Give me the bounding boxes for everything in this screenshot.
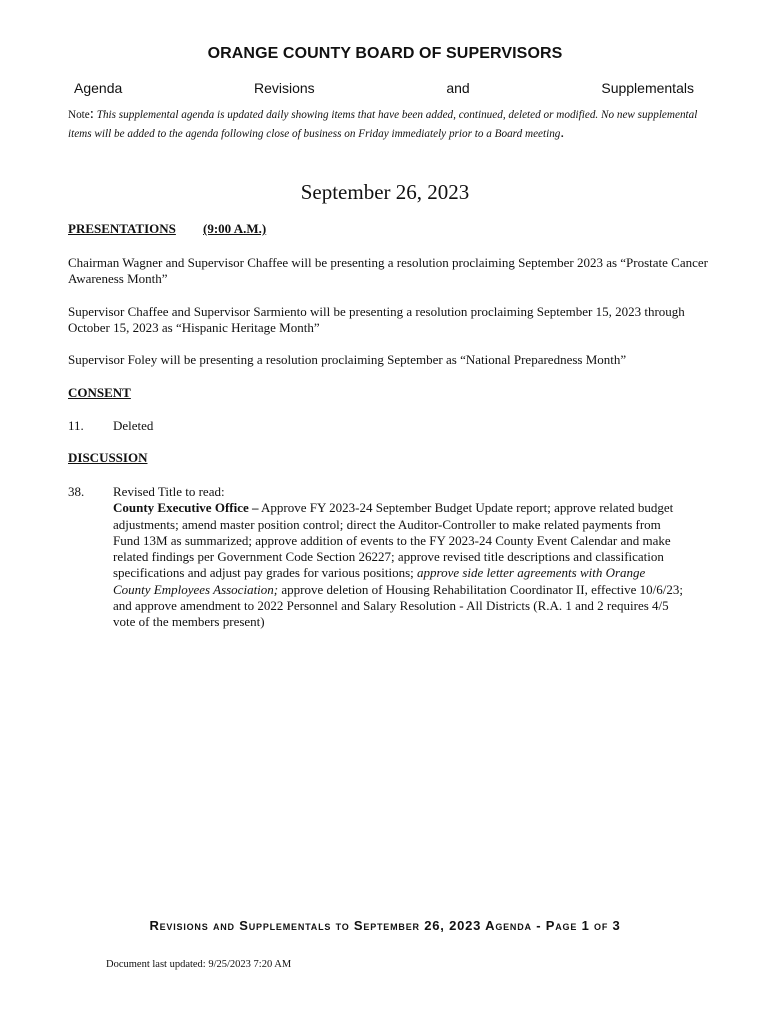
subtitle-word: Agenda: [74, 80, 123, 96]
page-footer: Revisions and Supplementals to September 26, 2023 Agenda - Page 1 of 3: [149, 918, 621, 933]
subtitle-word: Revisions: [253, 80, 315, 96]
presentations-heading: PRESENTATIONS: [68, 221, 176, 236]
supplemental-note: [68, 105, 708, 143]
agenda-date: September 26, 2023: [300, 180, 470, 204]
discussion-heading: DISCUSSION: [68, 450, 148, 465]
description-part-b: approve deletion of Housing Rehabilitation Coordinator II, effective 10/6/23; and approve amendment to 2022 Personnel and Salary Resolution - All Districts (R.A. 1 and 2 requires 4/5 vote of the members present): [113, 581, 683, 630]
note-label: Note: [68, 109, 90, 121]
document-subtitle: [74, 80, 694, 96]
document-title: ORANGE COUNTY BOARD OF SUPERVISORS: [207, 45, 563, 62]
consent-item-text: Deleted: [113, 418, 154, 433]
presentation-item: Chairman Wagner and Supervisor Chaffee will be presenting a resolution proclaiming September 2023 as “Prostate Cancer Awareness Month”: [68, 255, 708, 286]
discussion-item-body: [113, 484, 683, 631]
subtitle-word: Supplementals: [601, 80, 694, 96]
discussion-item-intro: Revised Title to read:: [113, 484, 225, 499]
note-period: .: [560, 125, 565, 141]
department-name: County Executive Office –: [113, 500, 259, 516]
consent-item-number: 11.: [68, 418, 84, 433]
discussion-item-number: 38.: [68, 484, 85, 499]
presentations-time: (9:00 A.M.): [203, 221, 267, 236]
presentation-item: Supervisor Foley will be presenting a resolution proclaiming September as “National Preparedness Month”: [68, 352, 627, 367]
consent-heading: CONSENT: [68, 385, 131, 400]
presentation-item: Supervisor Chaffee and Supervisor Sarmiento will be presenting a resolution proclaiming September 15, 2023 through October 15, 2023 as “Hispanic Heritage Month”: [68, 304, 685, 335]
discussion-item-description: [113, 500, 683, 630]
note-body: This supplemental agenda is updated daily showing items that have been added, continued, deleted or modified. No new supplemental items will be added to the agenda following close of business on Friday immediately prior to a Board meeting: [68, 109, 698, 140]
description-part-a: Approve FY 2023-24 September Budget Update report; approve related budget adjustments; amend master position control; direct the Auditor-Controller to make related payments from Fund 13M as summarized; approve addition of events to the FY 2023-24 County Event Calendar and make related findings per Government Code Section 26227; approve revised title descriptions and classification specifications and adjust pay grades for various positions;: [113, 500, 674, 581]
last-updated: Document last updated: 9/25/2023 7:20 AM: [106, 959, 292, 970]
description-italic: approve side letter agreements with Orange County Employees Association;: [113, 565, 646, 597]
subtitle-word: and: [446, 80, 470, 96]
note-colon: :: [89, 106, 94, 122]
